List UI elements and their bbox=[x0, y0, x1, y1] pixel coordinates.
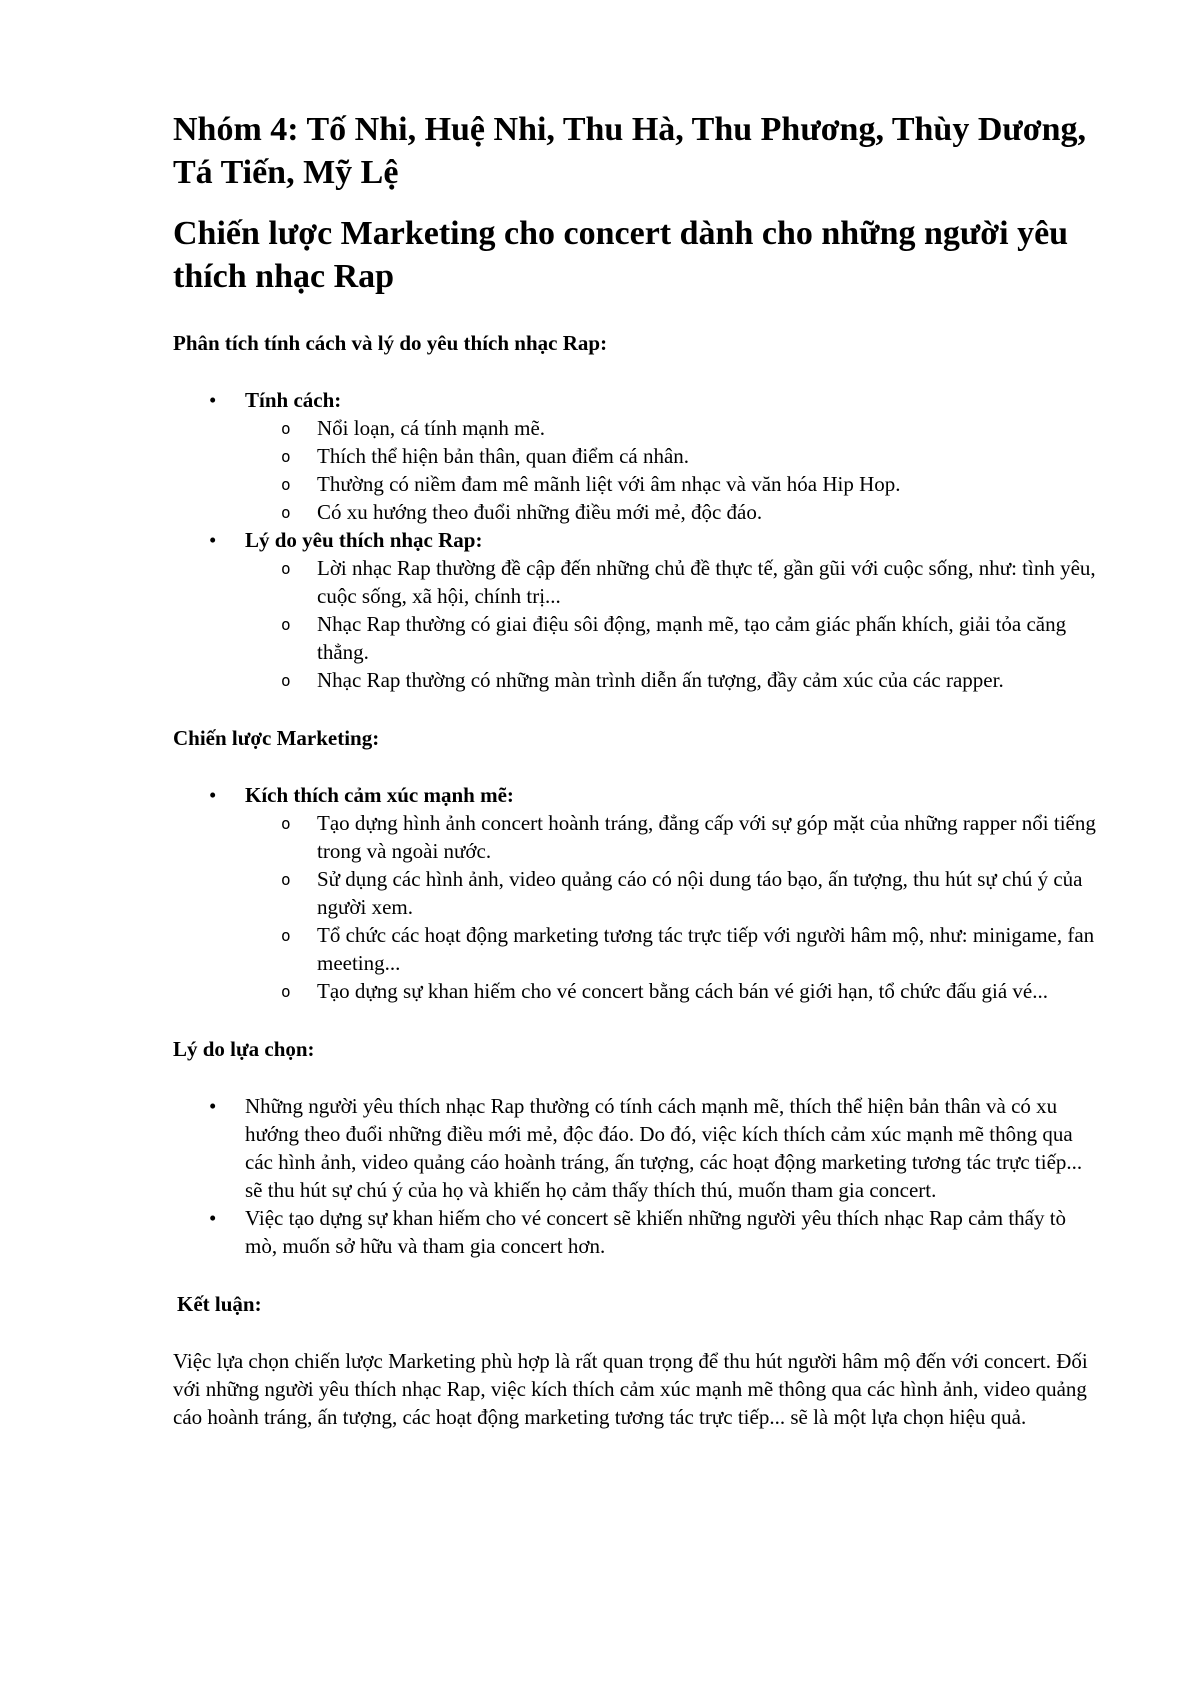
section-heading-analysis: Phân tích tính cách và lý do yêu thích nhạc Rap: bbox=[173, 331, 608, 355]
section-heading-strategy: Chiến lược Marketing: bbox=[173, 726, 380, 750]
sub-list-reasons bbox=[245, 554, 1098, 694]
list-item-label: Lý do yêu thích nhạc Rap: bbox=[245, 528, 483, 552]
conclusion-paragraph: Việc lựa chọn chiến lược Marketing phù hợp là rất quan trọng để thu hút người hâm mộ đến với concert. Đối với những người yêu thích nhạc Rap, việc kích thích cảm xúc mạnh mẽ thông qua các hình ảnh, video quảng cáo hoành tráng, ấn tượng, các hoạt động marketing tương tác trực tiếp... sẽ là một lựa chọn hiệu quả. bbox=[173, 1349, 1088, 1429]
document-title-group: Nhóm 4: Tố Nhi, Huệ Nhi, Thu Hà, Thu Phương, Thùy Dương, Tá Tiến, Mỹ Lệ bbox=[173, 111, 1087, 191]
sub-list-item: o Nhạc Rap thường có giai điệu sôi động, mạnh mẽ, tạo cảm giác phấn khích, giải tỏa căng thẳng. bbox=[317, 610, 1098, 666]
list-item-text: Những người yêu thích nhạc Rap thường có tính cách mạnh mẽ, thích thể hiện bản thân và có xu hướng theo đuổi những điều mới mẻ, độc đáo. Do đó, việc kích thích cảm xúc mạnh mẽ thông qua các hình ảnh, video quảng cáo hoành tráng, ấn tượng, các hoạt động marketing tương tác trực tiếp... sẽ thu hút sự chú ý của họ và khiến họ cảm thấy thích thú, muốn tham gia concert. bbox=[245, 1094, 1083, 1202]
sub-list-item: o Thường có niềm đam mê mãnh liệt với âm nhạc và văn hóa Hip Hop. bbox=[317, 470, 1098, 498]
document-title-strategy: Chiến lược Marketing cho concert dành cho những người yêu thích nhạc Rap bbox=[173, 215, 1069, 295]
section-heading-reasons: Lý do lựa chọn: bbox=[173, 1037, 315, 1061]
list-item-personality bbox=[245, 386, 1098, 526]
sub-list-emotion bbox=[245, 809, 1098, 1005]
document-page bbox=[173, 108, 1098, 1431]
list-item-label: Kích thích cảm xúc mạnh mẽ: bbox=[245, 783, 514, 807]
list-item bbox=[245, 1092, 1098, 1204]
sub-list-item: o Tạo dựng sự khan hiếm cho vé concert bằng cách bán vé giới hạn, tổ chức đấu giá vé... bbox=[317, 977, 1098, 1005]
list-item-reasons bbox=[245, 526, 1098, 694]
reasons-list bbox=[173, 1092, 1098, 1260]
list-item-emotion bbox=[245, 781, 1098, 1005]
list-item bbox=[245, 1204, 1098, 1260]
sub-list-item: o Có xu hướng theo đuổi những điều mới mẻ, độc đáo. bbox=[317, 498, 1098, 526]
analysis-list bbox=[173, 386, 1098, 694]
sub-list-item: o Sử dụng các hình ảnh, video quảng cáo có nội dung táo bạo, ấn tượng, thu hút sự chú ý của người xem. bbox=[317, 865, 1098, 921]
sub-list-item: o Tạo dựng hình ảnh concert hoành tráng, đẳng cấp với sự góp mặt của những rapper nổi tiếng trong và ngoài nước. bbox=[317, 809, 1098, 865]
sub-list-item: o Nhạc Rap thường có những màn trình diễn ấn tượng, đầy cảm xúc của các rapper. bbox=[317, 666, 1098, 694]
sub-list-item: o Tổ chức các hoạt động marketing tương tác trực tiếp với người hâm mộ, như: minigame, fan meeting... bbox=[317, 921, 1098, 977]
list-item-text: Việc tạo dựng sự khan hiếm cho vé concert sẽ khiến những người yêu thích nhạc Rap cảm thấy tò mò, muốn sở hữu và tham gia concert hơn. bbox=[245, 1206, 1067, 1258]
section-heading-conclusion: Kết luận: bbox=[177, 1292, 262, 1316]
list-item-label: Tính cách: bbox=[245, 388, 342, 412]
sub-list-item: o Thích thể hiện bản thân, quan điểm cá nhân. bbox=[317, 442, 1098, 470]
sub-list-item: o Nổi loạn, cá tính mạnh mẽ. bbox=[317, 414, 1098, 442]
sub-list-item: o Lời nhạc Rap thường đề cập đến những chủ đề thực tế, gần gũi với cuộc sống, như: tình yêu, cuộc sống, xã hội, chính trị... bbox=[317, 554, 1098, 610]
strategy-list bbox=[173, 781, 1098, 1005]
sub-list-personality bbox=[245, 414, 1098, 526]
